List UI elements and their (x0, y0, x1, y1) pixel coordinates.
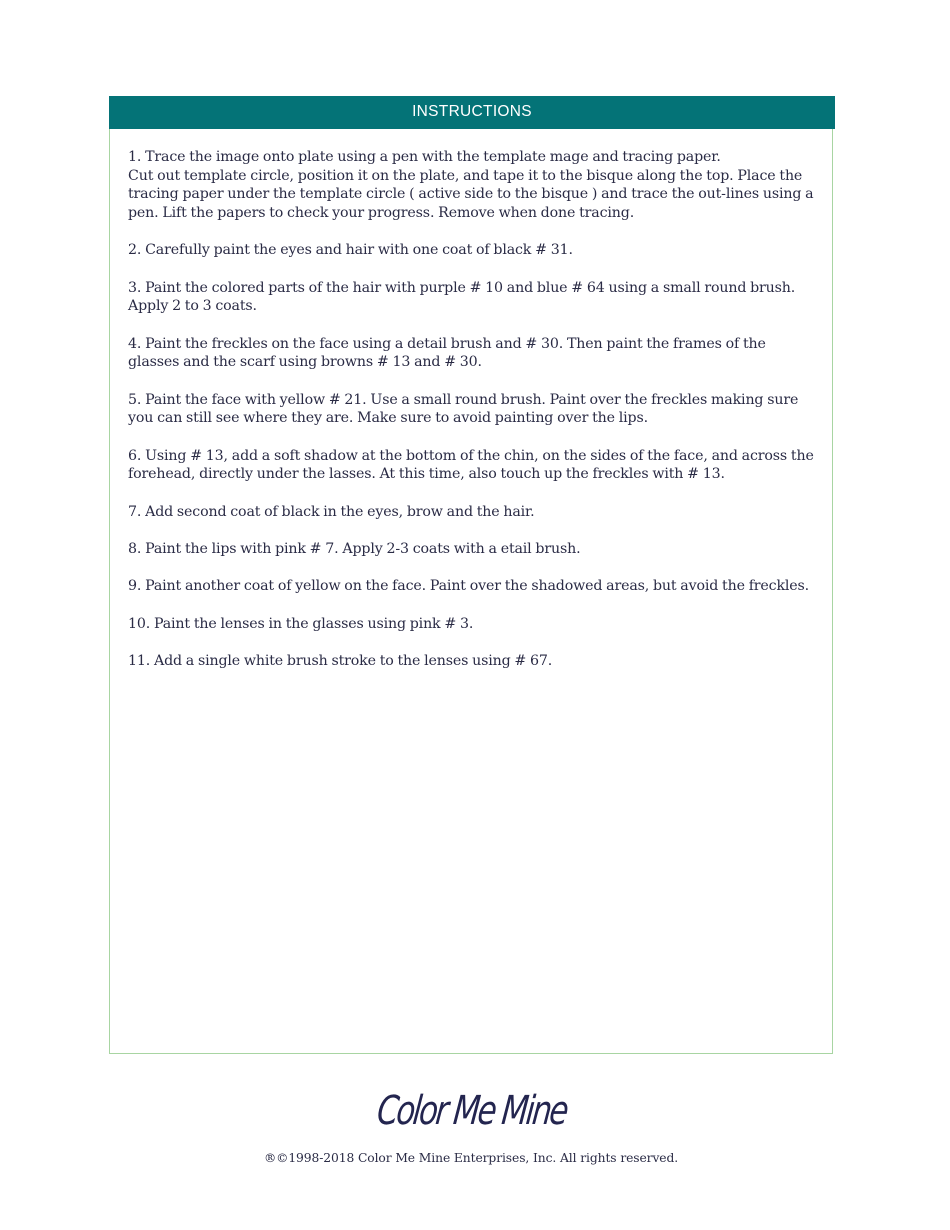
instructions-panel (109, 96, 833, 1054)
step-10: 10. Paint the lenses in the glasses using pink # 3. (128, 615, 474, 632)
step-1-line-1: 1. Trace the image onto plate using a pen with the template mage and tracing paper. (128, 149, 721, 165)
step-5: 5. Paint the face with yellow # 21. Use a small round brush. Paint over the freckles making sure you can still see where they are. Make sure to avoid painting over the lips. (128, 391, 799, 427)
step-1-line-2: Cut out template circle, position it on the plate, and tape it to the bisque along the top. Place the tracing paper under the template circle ( active side to the bisque ) and trace the out-lines using a pen. Lift the papers to check your progress. Remove when done tracing. (128, 167, 814, 221)
step-7: 7. Add second coat of black in the eyes, brow and the hair. (128, 503, 535, 520)
step-4: 4. Paint the freckles on the face using a detail brush and # 30. Then paint the frames of the glasses and the scarf using browns # 13 and # 30. (128, 335, 766, 371)
step-11: 11. Add a single white brush stroke to the lenses using # 67. (128, 653, 553, 670)
step-9: 9. Paint another coat of yellow on the face. Paint over the shadowed areas, but avoid the freckles. (128, 578, 810, 595)
step-8: 8. Paint the lips with pink # 7. Apply 2-3 coats with a etail brush. (128, 540, 581, 557)
copyright-text: ®©1998-2018 Color Me Mine Enterprises, Inc. All rights reserved. (263, 1151, 679, 1165)
step-2: 2. Carefully paint the eyes and hair with one coat of black # 31. (128, 242, 573, 259)
brand-logo (0, 1082, 950, 1146)
instructions-header: INSTRUCTIONS (109, 96, 835, 129)
step-3: 3. Paint the colored parts of the hair with purple # 10 and blue # 64 using a small round brush. Apply 2 to 3 coats. (128, 279, 796, 315)
logo-text: Color Me Mine (375, 1088, 569, 1135)
steps-list (128, 148, 818, 689)
color-me-mine-logo-icon (375, 1082, 575, 1142)
step-6: 6. Using # 13, add a soft shadow at the bottom of the chin, on the sides of the face, and across the forehead, directly under the lasses. At this time, also touch up the freckles with # 13. (128, 447, 814, 483)
